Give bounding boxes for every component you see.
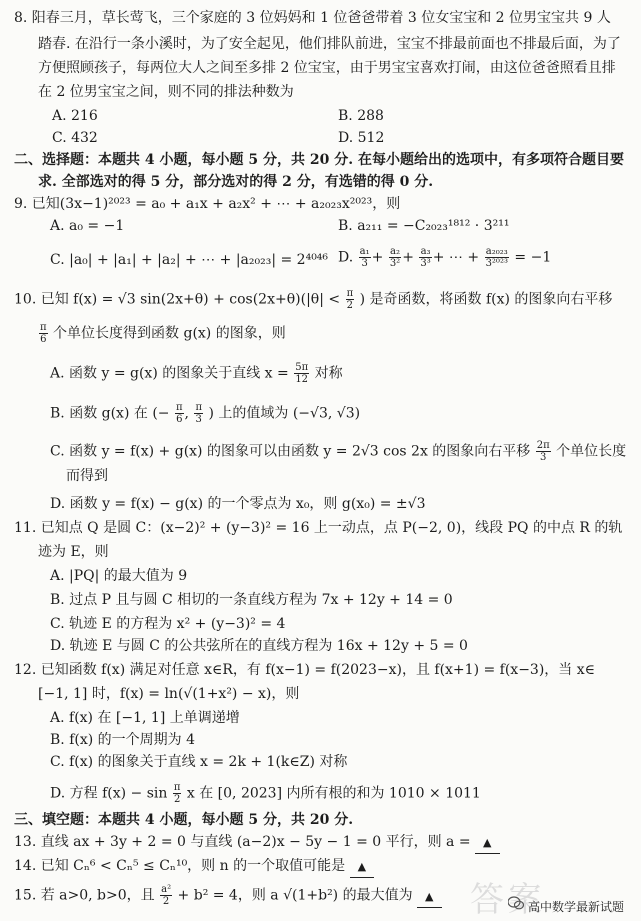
q10-option-c: C. 函数 y = f(x) + g(x) 的图象可以由函数 y = 2√3 cos 2x 的图象向右平移 $\frac{2\pi}{3}$ 个单位长度 bbox=[50, 440, 627, 463]
q8-line-2: 踏春. 在沿行一条小溪时，为了安全起见，他们排队前进，宝宝不排最前面也不排最后面，为了 bbox=[38, 36, 621, 52]
q13: 13. 直线 ax + 3y + 2 = 0 与直线 (a−2)x − 5y − 1 = 0 平行，则 a = ▲ bbox=[14, 832, 500, 854]
q15-frac: $\frac{\text{a²}}{2}$ bbox=[161, 884, 172, 907]
q9-d-frac-3: $\frac{\text{a₃}}{\text{3³}}$ bbox=[420, 246, 431, 269]
q11-option-d: D. 轨迹 E 与圆 C 的公共弦所在的直线方程为 16x + 12y + 5 = 0 bbox=[50, 638, 468, 654]
q13-answer-blank[interactable] bbox=[475, 832, 499, 854]
q14-answer-blank[interactable] bbox=[350, 856, 374, 878]
q8-option-c: C. 432 bbox=[52, 130, 98, 146]
q12-option-a: A. f(x) 在 [−1, 1] 上单调递增 bbox=[50, 710, 240, 726]
triangle-icon: ▲ bbox=[425, 889, 434, 903]
q12-option-c: C. f(x) 的图象关于直线 x = 2k + 1(k∈Z) 对称 bbox=[50, 754, 348, 770]
watermark-text: 答案 bbox=[470, 880, 546, 920]
q8-line-4: 在 2 位男宝宝之间，则不同的排法种数为 bbox=[38, 84, 294, 100]
q10-b-frac-2: $\frac{\pi}{3}$ bbox=[195, 402, 203, 425]
q12-line-2: [−1, 1] 时，f(x) = ln(√(1+x²) − x)，则 bbox=[38, 686, 300, 702]
q8-line-1: 8. 阳春三月，草长莺飞，三个家庭的 3 位妈妈和 1 位爸爸带着 3 位女宝宝和 2 位男宝宝共 9 人 bbox=[14, 10, 611, 26]
q12-option-d: D. 方程 f(x) − sin $\frac{\pi}{2}$ x 在 [0, 2023] 内所有根的和为 1010 × 1011 bbox=[50, 782, 481, 805]
q9-option-c: C. |a₀| + |a₁| + |a₂| + ⋯ + |a₂₀₂₃| = 2⁴⁰⁴⁶ bbox=[50, 252, 329, 268]
q11-option-a: A. |PQ| 的最大值为 9 bbox=[50, 568, 188, 584]
q12-option-b: B. f(x) 的一个周期为 4 bbox=[50, 732, 195, 748]
q12-d-frac: $\frac{\pi}{2}$ bbox=[173, 782, 181, 805]
q9-option-a: A. a₀ = −1 bbox=[50, 218, 125, 234]
q9-option-b: B. a₂₁₁ = −C₂₀₂₃¹⁸¹² · 3²¹¹ bbox=[338, 218, 510, 234]
q10-c-frac: $\frac{2\pi}{3}$ bbox=[536, 440, 550, 463]
q8-option-b: B. 288 bbox=[338, 108, 384, 124]
q10-frac-pi-6: $\frac{\pi}{6}$ bbox=[40, 322, 47, 345]
wechat-icon bbox=[508, 896, 524, 910]
q9-option-d: D. $\frac{\text{a₁}}{3}$ + $\frac{\text{a₂}}{\text{3²}}$ + $\frac{\text{a₃}}{\text{3³}}$ + ⋯ + $\frac{\text{a₂₀₂₃}}{\text{3²⁰²³}}$ = −1 bbox=[338, 246, 552, 269]
q9-stem: 9. 已知(3x−1)²⁰²³ = a₀ + a₁x + a₂x² + ⋯ + a₂₀₂₃x²⁰²³，则 bbox=[14, 196, 401, 212]
q10-option-c-cont: 而得到 bbox=[66, 468, 108, 484]
q11-option-c: C. 轨迹 E 的方程为 x² + (y−3)² = 4 bbox=[50, 616, 286, 632]
q10-b-frac-1: $\frac{\pi}{6}$ bbox=[175, 402, 183, 425]
q10-option-a: A. 函数 y = g(x) 的图象关于直线 x = $\frac{5\pi}{12}$ 对称 bbox=[50, 362, 343, 385]
q15-answer-blank[interactable] bbox=[417, 886, 441, 908]
q10-frac-pi-2: $\frac{\pi}{2}$ bbox=[346, 288, 354, 311]
q8-option-d: D. 512 bbox=[338, 130, 385, 146]
q9-d-frac-4: $\frac{\text{a₂₀₂₃}}{\text{3²⁰²³}}$ bbox=[485, 246, 508, 269]
q10-stem-2: $\frac{\pi}{6}$ 个单位长度得到函数 g(x) 的图象，则 bbox=[40, 322, 286, 345]
q8-line-3: 方便照顾孩子，每两位大人之间至多排 2 位宝宝，由于男宝宝喜欢打闹，由这位爸爸照看且排 bbox=[38, 60, 616, 76]
q10-option-d: D. 函数 y = f(x) − g(x) 的一个零点为 x₀，则 g(x₀) = ±√3 bbox=[50, 496, 426, 512]
section-2-line-1: 二、选择题：本题共 4 小题，每小题 5 分，共 20 分. 在每小题给出的选项中，有多项符合题目要 bbox=[14, 152, 624, 168]
q15: 15. 若 a>0, b>0，且 $\frac{\text{a²}}{2}$ + b² = 4，则 a √(1+b²) 的最大值为 ▲ bbox=[14, 884, 442, 908]
q9-d-frac-1: $\frac{\text{a₁}}{3}$ bbox=[359, 246, 370, 269]
q14: 14. 已知 Cₙ⁶ < Cₙ⁵ ≤ Cₙ¹⁰，则 n 的一个取值可能是 ▲ bbox=[14, 856, 374, 878]
q10-option-b: B. 函数 g(x) 在 (− $\frac{\pi}{6}$ , $\frac{\pi}{3}$ ) 上的值域为 (−√3, √3) bbox=[50, 402, 361, 425]
triangle-icon: ▲ bbox=[483, 836, 492, 849]
q9-d-frac-2: $\frac{\text{a₂}}{\text{3²}}$ bbox=[389, 246, 401, 269]
section-3-heading: 三、填空题：本题共 4 小题，每小题 5 分，共 20 分. bbox=[14, 812, 354, 828]
section-2-line-2: 求. 全部选对的得 5 分，部分选对的得 2 分，有选错的得 0 分. bbox=[38, 174, 434, 190]
watermark-brand: 高中数学最新试题 bbox=[528, 900, 625, 914]
q11-line-1: 11. 已知点 Q 是圆 C：(x−2)² + (y−3)² = 16 上一动点，点 P(−2, 0)，线段 PQ 的中点 R 的轨 bbox=[14, 520, 623, 536]
q11-line-2: 迹为 E，则 bbox=[38, 544, 109, 560]
q10-a-frac: $\frac{5\pi}{12}$ bbox=[295, 362, 309, 385]
q12-line-1: 12. 已知函数 f(x) 满足对任意 x∈R，有 f(x−1) = f(2023−x)，且 f(x+1) = f(x−3)，当 x∈ bbox=[14, 662, 596, 678]
triangle-icon: ▲ bbox=[357, 860, 367, 873]
q11-option-b: B. 过点 P 且与圆 C 相切的一条直线方程为 7x + 12y + 14 = 0 bbox=[50, 592, 453, 608]
q8-option-a: A. 216 bbox=[52, 108, 98, 124]
q10-stem: 10. 已知 f(x) = √3 sin(2x+θ) + cos(2x+θ)(|θ| < $\frac{\pi}{2}$ ) 是奇函数，将函数 f(x) 的图象向右平移 bbox=[14, 288, 613, 311]
